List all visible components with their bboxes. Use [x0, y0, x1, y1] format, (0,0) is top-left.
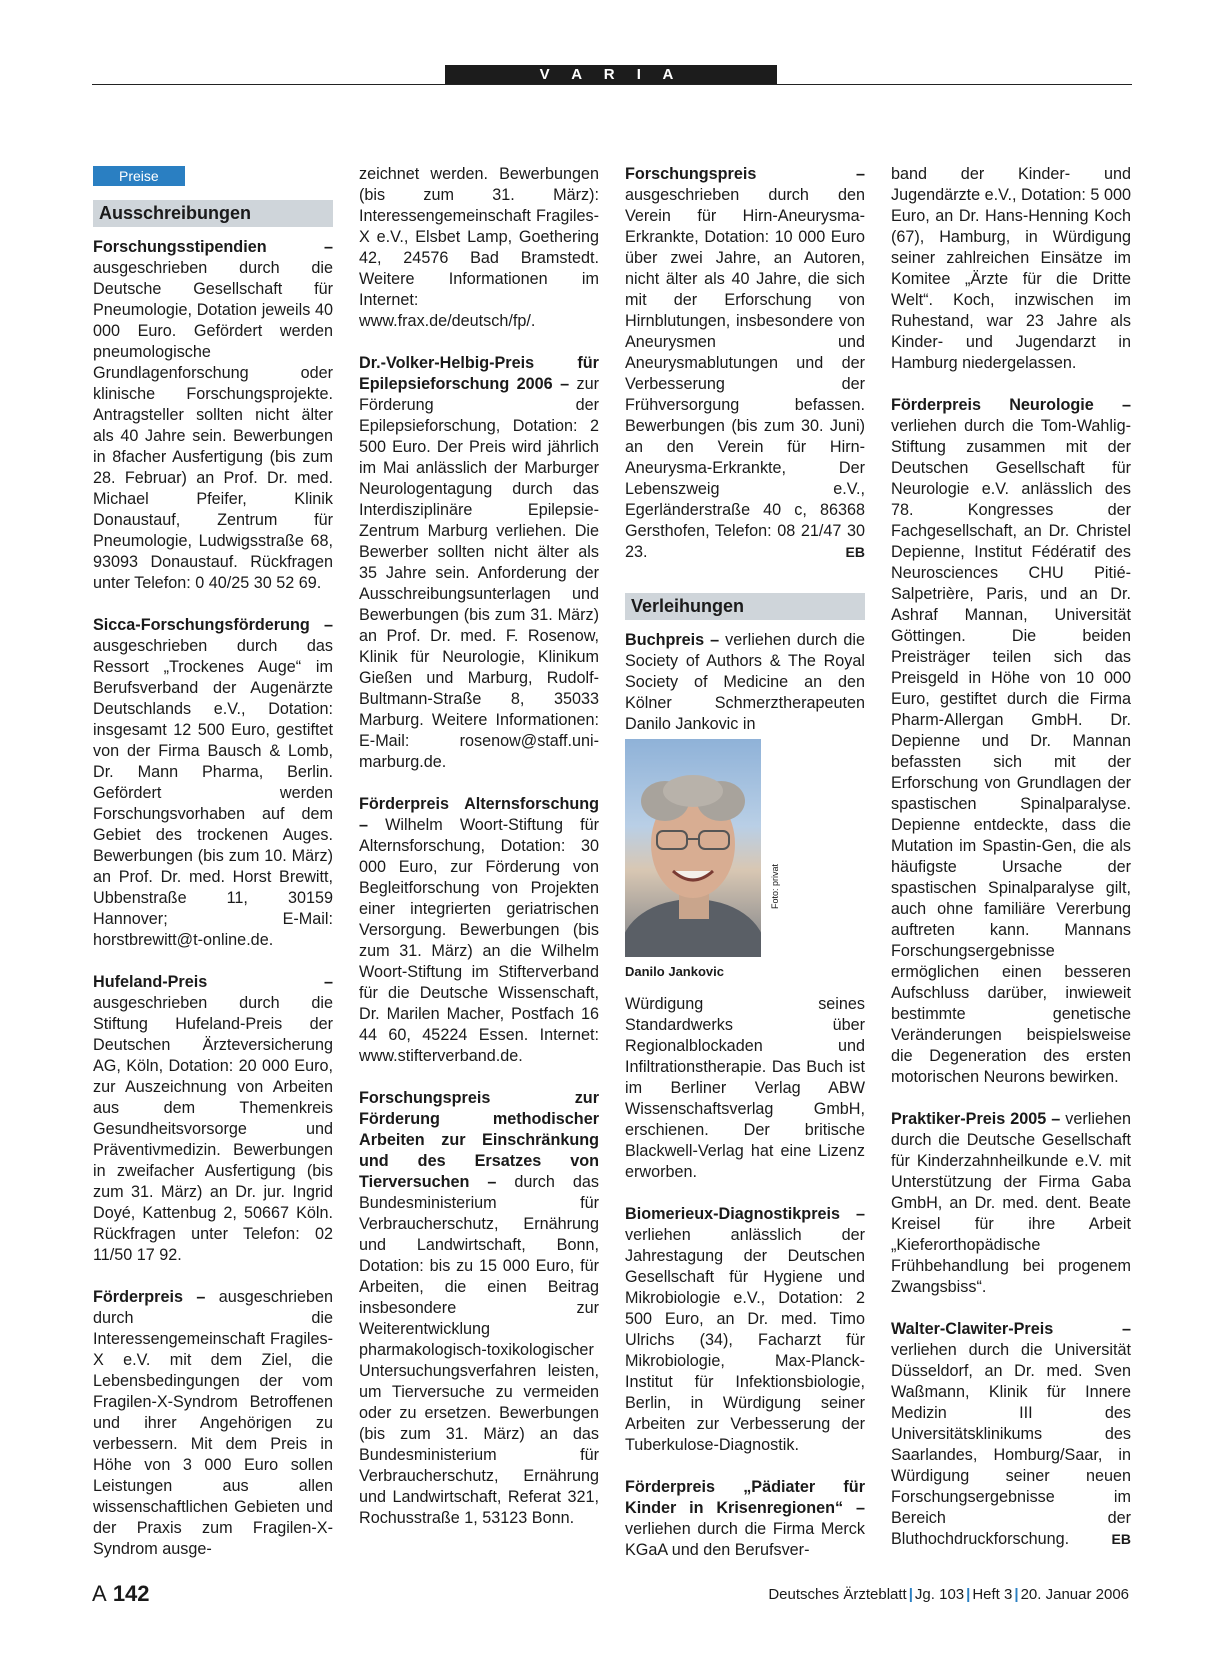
article-text: band der Kinder- und Jugendärzte e.V., Dotation: 5 000 Euro, an Dr. Hans-Henning Koch (67), Hamburg, in Würdigung seiner zahlreichen Einsätze im Komitee „Ärzte für die Dritte Welt“. Koch, inzwischen im Ruhestand, war 23 Jahre als Kinder- und Jugendarzt in Hamburg niedergelassen. [891, 165, 1131, 372]
article-title: Biomerieux-Diagnostikpreis – [625, 1205, 865, 1223]
article-hufeland [93, 972, 333, 1266]
article-text: durch das Bundesministerium für Verbraucherschutz, Ernährung und Landwirtschaft, Bonn, Dotation: bis zu 15 000 Euro, für Arbeiten, die einen Beitrag insbesondere zur Weiterentwicklung pharmakologisch-toxikologischer Untersuchungsverfahren leisten, um Tierversuche zu vermeiden oder zu ersetzen. Bewerbungen (bis zum 31. März) an das Bundesministerium für Verbraucherschutz, Ernährung und Landwirtschaft, Referat 321, Rochusstraße 1, 53123 Bonn. [359, 1173, 599, 1527]
portrait-figure [625, 739, 780, 957]
article-title: Förderpreis – [93, 1288, 206, 1306]
author-initials: EB [1111, 1531, 1131, 1547]
article-forschungspreis [625, 164, 865, 563]
article-title: Forschungspreis zur Förderung methodischer Arbeiten zur Einschränkung und des Ersatzes von Tierversuchen – [359, 1089, 599, 1191]
article-forschungsstipendien [93, 237, 333, 594]
article-text: ausgeschrieben durch das Ressort „Trockenes Auge“ im Berufsverband der Augenärzte Deutschlands e.V., Dotation: insgesamt 12 500 Euro, gestiftet von der Firma Bausch & Lomb, Dr. Mann Pharma, Berlin. Gefördert werden Forschungsvorhaben auf dem Gebiet des trockenen Auges. Bewerbungen (bis zum 10. März) an Prof. Dr. med. Horst Brewitt, Ubbenstraße 11, 30159 Hannover; E-Mail: horstbrewitt@t-online.de. [93, 637, 333, 949]
article-text: ausgeschrieben durch die Deutsche Gesellschaft für Pneumologie, Dotation jeweils 40 000 Euro. Gefördert werden pneumologische Grundlagenforschung oder klinische Forschungsprojekte. Antragsteller sollten nicht älter als 40 Jahre sein. Bewerbungen in 8facher Ausfertigung (bis zum 28. Februar) an Prof. Dr. med. Michael Pfeifer, Klinik Donaustauf, Zentrum für Pneumologie, Ludwigsstraße 68, 93093 Donaustauf. Rückfragen unter Telefon: 0 40/25 30 52 69. [93, 259, 333, 592]
author-initials: EB [845, 544, 865, 560]
article-text: verliehen durch die Deutsche Gesellschaft für Kinderzahnheilkunde e.V. mit Unterstützung der Firma Gaba GmbH, an Dr. med. dent. Beate Kreisel für ihre Arbeit „Kieferorthopädische Frühbehandlung bei progenem Zwangsbiss“. [891, 1110, 1131, 1296]
article-title: Forschungsstipendien – [93, 238, 333, 256]
article-title: Förderpreis Neurologie – [891, 396, 1131, 414]
article-continued [359, 164, 599, 332]
article-clawiter [891, 1319, 1131, 1550]
article-continued [891, 164, 1131, 374]
column-2 [359, 164, 599, 1550]
rubric-ausschreibungen: Ausschreibungen [93, 200, 333, 227]
article-text: verliehen durch die Universität Düsseldorf, an Dr. med. Sven Waßmann, Klinik für Innere Medizin III des Universitätsklinikums des Saarlandes, Homburg/Saar, in Würdigung seiner neuen Forschungsergebnisse im Bereich der Bluthochdruckforschung. [891, 1341, 1131, 1548]
article-alternsforschung [359, 794, 599, 1067]
article-paediater [625, 1477, 865, 1561]
article-title: Buchpreis – [625, 631, 720, 649]
article-biomerieux [625, 1204, 865, 1456]
separator: | [1014, 1586, 1019, 1603]
article-title: Dr.-Volker-Helbig-Preis für Epilepsieforschung 2006 – [359, 354, 599, 393]
photo-credit: Foto: privat [770, 863, 780, 909]
article-sicca [93, 615, 333, 951]
portrait-photo [625, 739, 761, 957]
section-banner: V A R I A [445, 65, 777, 85]
article-text: ausgeschrieben durch die Interessengemeinschaft Fragiles-X e.V. mit dem Ziel, die Lebensbedingungen der vom Fragilen-X-Syndrom Betroffenen und ihrer Angehörigen zu verbessern. Mit dem Preis in Höhe von 3 000 Euro sollen Leistungen aus allen wissenschaftlichen Gebieten und der Praxis zum Fragilen-X-Syndrom ausge- [93, 1288, 333, 1558]
journal-name: Deutsches Ärzteblatt [768, 1586, 907, 1603]
article-buchpreis-continued [625, 994, 865, 1183]
portrait-illustration [625, 739, 761, 957]
page-number-value: 142 [112, 1581, 150, 1606]
article-praktiker [891, 1109, 1131, 1298]
article-text: zeichnet werden. Bewerbungen (bis zum 31. März): Interessengemeinschaft Fragiles-X e.V., Elsbet Lamp, Goethering 42, 24576 Bad Bramstedt. Weitere Informationen im Internet: www.frax.de/deutsch/fp/. [359, 165, 599, 330]
article-text: verliehen durch die Firma Merck KGaA und den Berufsver- [625, 1520, 865, 1559]
journal-issue: Heft 3 [972, 1586, 1013, 1603]
journal-footer [768, 1586, 1129, 1603]
page-prefix: A [92, 1581, 107, 1606]
rubric-verleihungen: Verleihungen [625, 593, 865, 620]
page-number [92, 1581, 150, 1607]
separator: | [908, 1586, 913, 1603]
article-text: Wilhelm Woort-Stiftung für Alternsforschung, Dotation: 30 000 Euro, zur Förderung von Begleitforschung von Projekten einer integrierten geriatrischen Versorgung. Bewerbungen (bis zum 31. März) an die Wilhelm Woort-Stiftung im Stifterverband für die Deutsche Wissenschaft, Dr. Marilen Macher, Postfach 16 44 60, 45224 Essen. Internet: www.stifterverband.de. [359, 816, 599, 1065]
column-1 [93, 160, 333, 1581]
journal-date: 20. Januar 2006 [1020, 1586, 1129, 1603]
article-text: verliehen durch die Society of Authors & The Royal Society of Medicine an den Kölner Schmerztherapeuten Danilo Jankovic in [625, 631, 865, 733]
article-title: Sicca-Forschungsförderung – [93, 616, 333, 634]
article-text: Würdigung seines Standardwerks über Regionalblockaden und Infiltrationstherapie. Das Buch ist im Berliner Verlag ABW Wissenschaftsverlag GmbH, erschienen. Der britische Blackwell-Verlag hat eine Lizenz erworben. [625, 995, 865, 1181]
article-title: Förderpreis Alternsforschung – [359, 795, 599, 834]
article-text: verliehen anlässlich der Jahrestagung der Deutschen Gesellschaft für Hygiene und Mikrobiologie e.V., Dotation: 2 500 Euro, an Dr. med. Timo Ulrichs (34), Facharzt für Mikrobiologie, Max-Planck-Institut für Infektionsbiologie, Berlin, in Würdigung seiner Arbeiten zur Verbesserung der Tuberkulose-Diagnostik. [625, 1226, 865, 1454]
article-title: Praktiker-Preis 2005 – [891, 1110, 1061, 1128]
article-buchpreis [625, 630, 865, 735]
article-foerderpreis [93, 1287, 333, 1560]
separator: | [966, 1586, 971, 1603]
article-title: Hufeland-Preis – [93, 973, 333, 991]
article-text: zur Förderung der Epilepsieforschung, Dotation: 2 500 Euro. Der Preis wird jährlich im Mai anlässlich der Marburger Neurologentagung durch das Interdisziplinäre Epilepsie-Zentrum Marburg verliehen. Die Bewerber sollten nicht älter als 35 Jahre sein. Anforderung der Ausschreibungsunterlagen und Bewerbungen (bis zum 31. März) an Prof. Dr. med. F. Rosenow, Klinik für Neurologie, Klinikum Gießen und Marburg, Rudolf-Bultmann-Straße 8, 35033 Marburg. Weitere Informationen: E-Mail: rosenow@staff.uni-marburg.de. [359, 375, 599, 771]
article-helbig [359, 353, 599, 773]
photo-caption: Danilo Jankovic [625, 964, 724, 979]
article-title: Forschungspreis – [625, 165, 865, 183]
header-rule [92, 84, 1132, 85]
category-tag: Preise [93, 166, 185, 186]
article-text: ausgeschrieben durch den Verein für Hirn-Aneurysma-Erkrankte, Dotation: 10 000 Euro über zwei Jahre, an Autoren, nicht älter als 40 Jahre, die sich mit der Erforschung von Hirnblutungen, insbesondere von Aneurysmen und Aneurysmablutungen und der Verbesserung der Frühversorgung befassen. Bewerbungen (bis zum 30. Juni) an den Verein für Hirn-Aneurysma-Erkrankte, Der Lebenszweig e.V., Egerländerstraße 40 c, 86368 Gersthofen, Telefon: 08 21/47 30 23. [625, 186, 865, 561]
column-3 [625, 164, 865, 1582]
article-neurologie [891, 395, 1131, 1088]
article-text: ausgeschrieben durch die Stiftung Hufeland-Preis der Deutschen Ärzteversicherung AG, Köln, Dotation: 20 000 Euro, zur Auszeichnung von Arbeiten aus dem Themenkreis Gesundheitsvorsorge und Präventivmedizin. Bewerbungen in zweifacher Ausfertigung (bis zum 31. März) an Dr. jur. Ingrid Doyé, Kattenbug 2, 50667 Köln. Rückfragen unter Telefon: 02 11/50 17 92. [93, 994, 333, 1264]
article-title: Walter-Clawiter-Preis – [891, 1320, 1131, 1338]
column-4 [891, 164, 1131, 1571]
article-title: Förderpreis „Pädiater für Kinder in Krisenregionen“ – [625, 1478, 865, 1517]
article-tierversuche [359, 1088, 599, 1529]
article-text: verliehen durch die Tom-Wahlig-Stiftung zusammen mit der Deutschen Gesellschaft für Neurologie e.V. anlässlich des 78. Kongresses der Fachgesellschaft, an Dr. Christel Depienne, Institut Fédératif des Neurosciences CHU Pitié-Salpetrière, Paris, und an Dr. Ashraf Mannan, Universität Göttingen. Die beiden Preisträger teilen sich das Preisgeld in Höhe von 10 000 Euro, gestiftet durch die Firma Pharm-Allergan GmbH. Dr. Depienne und Dr. Mannan befassten sich mit der Erforschung von Grundlagen der spastischen Spinalparalyse. Depienne entdeckte, dass die Mutation im Spastin-Gen, die als häufigste Ursache der spastischen Spinalparalyse gilt, auch ohne familiäre Vererbung auftreten kann. Mannans Forschungsergebnisse ermöglichen einen besseren Aufschluss darüber, inwieweit bestimmte genetische Veränderungen beispielsweise die Degeneration des ersten motorischen Neurons bewirken. [891, 417, 1131, 1086]
journal-volume: Jg. 103 [914, 1586, 965, 1603]
